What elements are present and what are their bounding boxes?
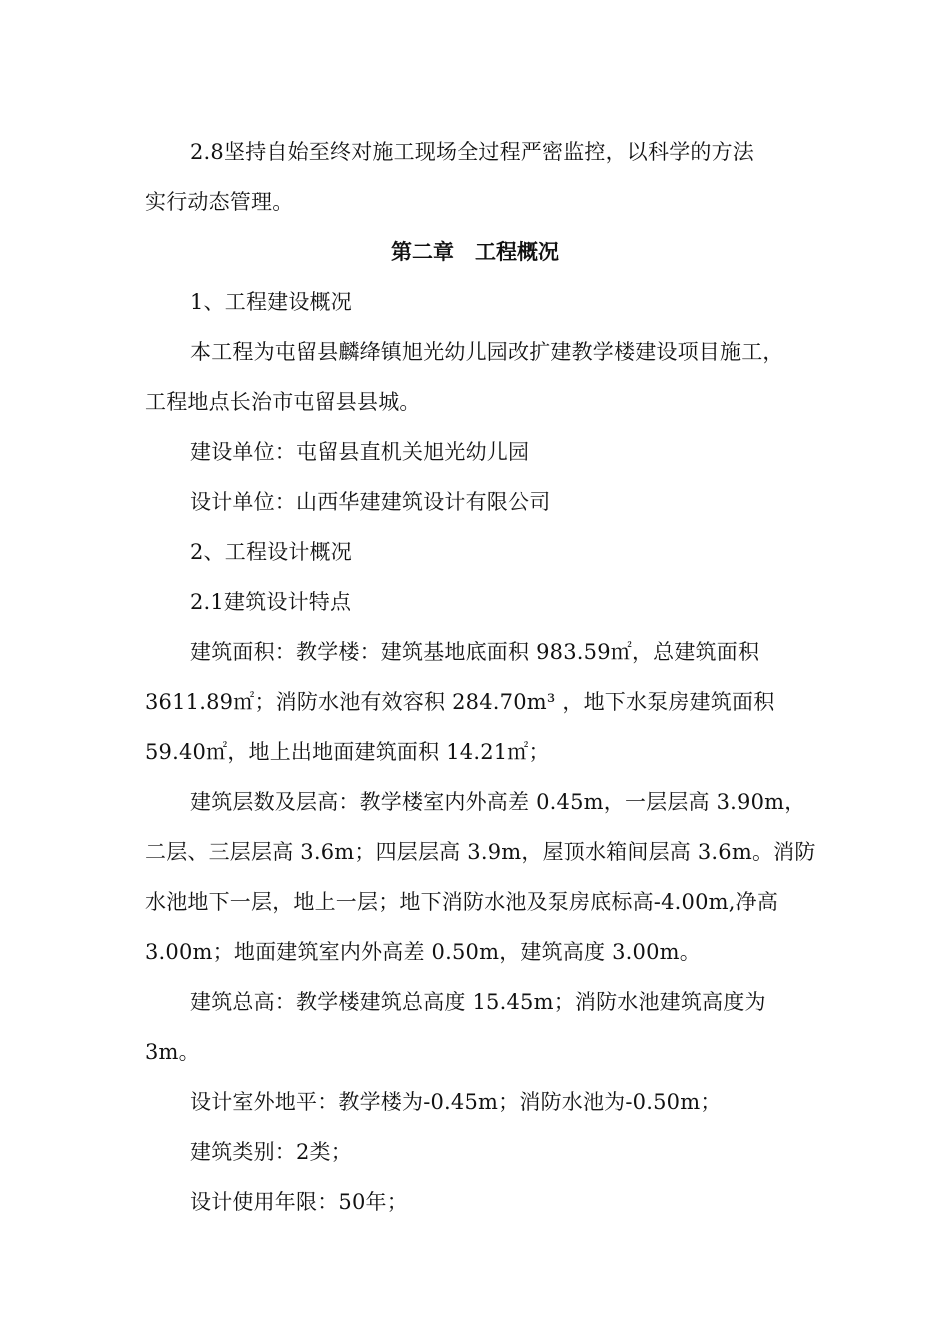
area-paragraph-line-2: 3611.89㎡；消防水池有效容积 284.70m³ ，地下水泵房建筑面积 (145, 690, 775, 714)
floors-paragraph-line-2: 二层、三层层高 3.6m；四层层高 3.9m，屋顶水箱间层高 3.6m。消防 (145, 840, 816, 864)
project-paragraph-line-2: 工程地点长治市屯留县县城。 (145, 390, 421, 414)
section-2-1-title: 2.1建筑设计特点 (190, 590, 352, 614)
height-paragraph-line-2: 3m。 (145, 1040, 200, 1064)
owner-unit: 建设单位：屯留县直机关旭光幼儿园 (190, 440, 530, 464)
height-paragraph-line-1: 建筑总高：教学楼建筑总高度 15.45m；消防水池建筑高度为 (190, 990, 766, 1014)
project-paragraph-line-1: 本工程为屯留县麟绛镇旭光幼儿园改扩建教学楼建设项目施工， (190, 340, 784, 364)
service-life-line: 设计使用年限：50年； (190, 1190, 408, 1214)
paragraph-2-8-line-1: 2.8坚持自始至终对施工现场全过程严密监控，以科学的方法 (190, 140, 754, 164)
chapter-title: 第二章 工程概况 (391, 240, 559, 264)
section-1-title: 1、工程建设概况 (190, 290, 352, 314)
section-2-title: 2、工程设计概况 (190, 540, 352, 564)
floors-paragraph-line-4: 3.00m；地面建筑室内外高差 0.50m，建筑高度 3.00m。 (145, 940, 701, 964)
design-unit: 设计单位：山西华建建筑设计有限公司 (190, 490, 551, 514)
paragraph-2-8-line-2: 实行动态管理。 (145, 190, 294, 214)
building-category-line: 建筑类别：2类； (190, 1140, 352, 1164)
area-paragraph-line-1: 建筑面积：教学楼：建筑基地底面积 983.59㎡，总建筑面积 (190, 640, 760, 664)
floors-paragraph-line-3: 水池地下一层，地上一层；地下消防水池及泵房底标高-4.00m,净高 (145, 890, 779, 914)
floors-paragraph-line-1: 建筑层数及层高：教学楼室内外高差 0.45m，一层层高 3.90m， (190, 790, 806, 814)
outdoor-grade-line: 设计室外地平：教学楼为-0.45m；消防水池为-0.50m； (190, 1090, 722, 1114)
area-paragraph-line-3: 59.40㎡，地上出地面建筑面积 14.21㎡； (145, 740, 550, 764)
